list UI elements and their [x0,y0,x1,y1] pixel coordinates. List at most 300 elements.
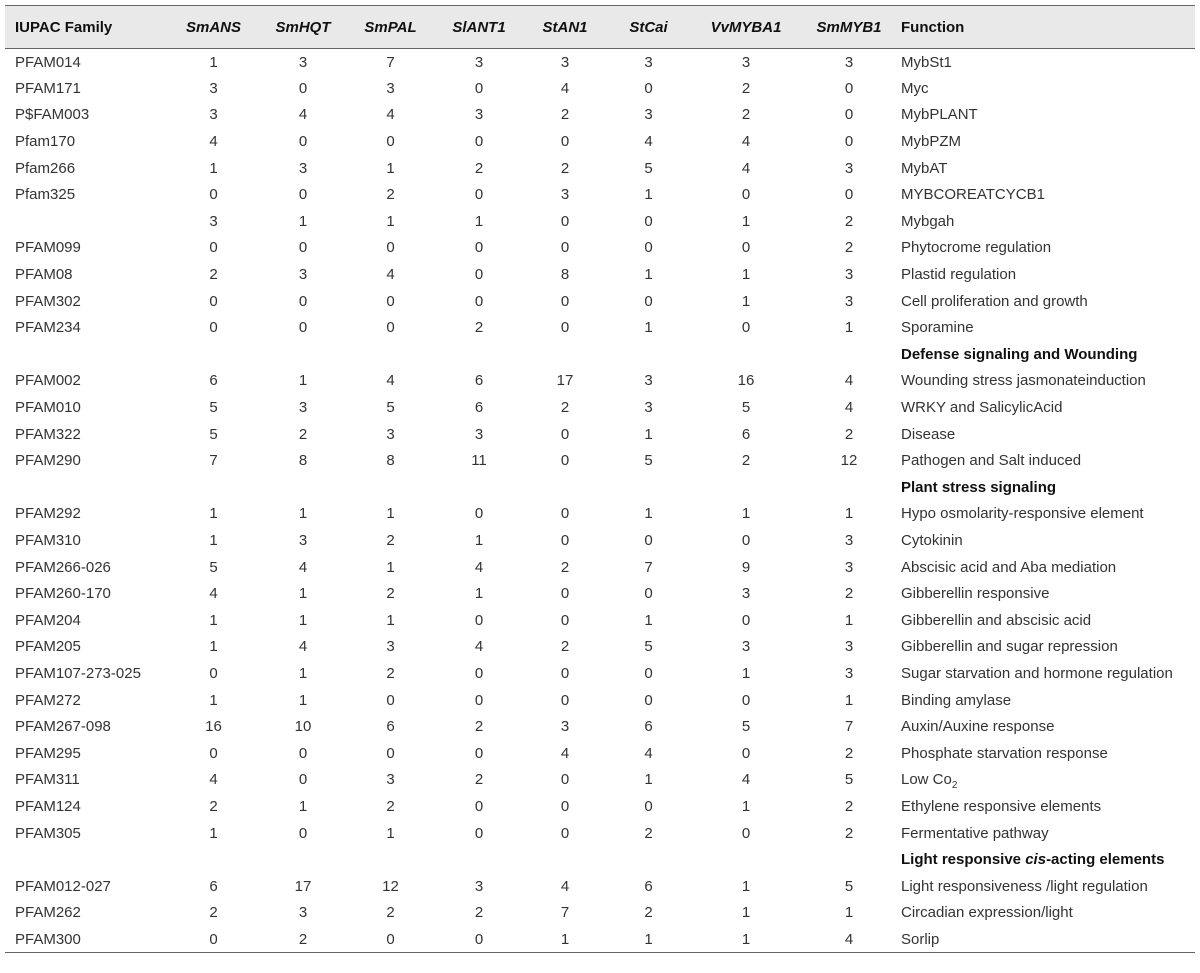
count-cell: 2 [844,744,854,762]
count-cell: 3 [298,904,308,922]
count-cell: 1 [741,292,751,310]
family-cell: PFAM310 [15,531,81,549]
count-cell: 0 [298,824,308,842]
function-cell [899,873,1195,900]
section-row [5,846,1195,873]
table-row [5,155,1195,182]
count-cell: 0 [349,926,432,953]
table-row [5,49,1195,76]
count-cell: 3 [844,558,854,576]
count-cell: 5 [209,558,218,576]
function-cell [899,447,1195,474]
header-row [5,6,1195,49]
function-text: Mybgah [901,212,955,230]
count-cell: 0 [474,266,484,284]
section-spacer [5,846,899,873]
count-cell: 1 [209,159,218,177]
count-cell: 6 [209,877,218,895]
count-cell: 3 [741,585,751,603]
count-cell: 0 [298,239,308,257]
count-cell: 3 [844,292,854,310]
count-cell: 2 [844,824,854,842]
function-cell [899,607,1195,634]
table-body [5,49,1195,953]
header-slant1: SlANT1 [432,6,526,49]
table-row [5,128,1195,155]
count-cell: 0 [209,186,218,204]
count-cell: 1 [209,531,218,549]
count-cell: 2 [644,824,653,842]
count-cell: 3 [741,53,751,71]
family-cell: Pfam266 [15,159,76,177]
function-cell [899,634,1195,661]
count-cell: 0 [644,239,653,257]
count-cell: 3 [386,79,395,97]
function-text: Sporamine [901,319,974,337]
count-cell: 0 [741,691,751,709]
count-cell: 3 [298,53,308,71]
count-cell: 1 [644,505,653,523]
count-cell: 2 [209,904,218,922]
count-cell: 6 [386,718,395,736]
count-cell: 3 [560,53,570,71]
count-cell: 1 [386,824,395,842]
section-heading-italic: cis [1025,851,1047,869]
section-row [5,474,1195,501]
count-cell: 4 [741,133,751,151]
function-text: Fermentative pathway [901,824,1049,842]
count-cell: 1 [844,691,854,709]
count-cell: 1 [298,664,308,682]
count-cell: 1 [298,585,308,603]
count-cell: 3 [644,399,653,417]
count-cell: 1 [386,159,395,177]
function-text: Gibberellin and sugar repression [901,638,1118,656]
count-cell: 0 [298,771,308,789]
function-cell [899,155,1195,182]
count-cell: 0 [560,611,570,629]
count-cell: 6 [474,372,484,390]
count-cell: 1 [693,926,799,953]
function-cell [899,368,1195,395]
count-cell: 3 [844,638,854,656]
count-cell: 0 [298,744,308,762]
count-cell: 5 [741,718,751,736]
count-cell: 1 [298,797,308,815]
count-cell: 3 [209,106,218,124]
count-cell: 12 [382,877,399,895]
count-cell: 2 [741,452,751,470]
count-cell: 2 [474,319,484,337]
family-cell: PFAM266-026 [15,558,111,576]
count-cell: 0 [741,186,751,204]
count-cell: 5 [644,452,653,470]
count-cell: 0 [209,744,218,762]
table-row [5,793,1195,820]
count-cell: 0 [560,133,570,151]
family-cell: PFAM262 [15,904,81,922]
family-cell: Pfam325 [15,186,76,204]
count-cell: 1 [741,797,751,815]
function-text: MybAT [901,159,948,177]
count-cell: 0 [644,797,653,815]
count-cell: 1 [844,904,854,922]
count-cell: 3 [560,186,570,204]
count-cell: 0 [560,452,570,470]
count-cell: 1 [644,319,653,337]
count-cell: 0 [560,292,570,310]
count-cell: 3 [741,638,751,656]
count-cell: 2 [386,904,395,922]
table-row [5,527,1195,554]
function-text: Low Co [901,771,952,789]
count-cell: 2 [386,531,395,549]
table-row [5,713,1195,740]
count-cell: 1 [741,664,751,682]
family-cell: PFAM107-273-025 [15,664,141,682]
count-cell: 1 [844,611,854,629]
count-cell: 3 [386,771,395,789]
count-cell: 2 [844,212,854,230]
family-cell [5,208,170,235]
function-cell [899,128,1195,155]
count-cell: 3 [560,718,570,736]
count-cell: 0 [560,771,570,789]
count-cell: 1 [741,266,751,284]
count-cell: 0 [298,292,308,310]
count-cell: 3 [844,664,854,682]
function-text: Disease [901,425,956,443]
function-text: Auxin/Auxine response [901,718,1055,736]
family-cell: PFAM300 [5,926,170,953]
function-text: MybPZM [901,133,961,151]
function-text: Phytocrome regulation [901,239,1052,257]
function-cell [899,501,1195,528]
count-cell: 0 [560,531,570,549]
function-cell [899,261,1195,288]
count-cell: 4 [298,106,308,124]
function-cell [899,181,1195,208]
count-cell: 1 [386,611,395,629]
header-vvmyba1: VvMYBA1 [693,6,799,49]
count-cell: 7 [644,558,653,576]
count-cell: 1 [209,638,218,656]
count-cell: 2 [209,797,218,815]
table-row [5,181,1195,208]
count-cell: 8 [298,452,308,470]
count-cell: 4 [560,877,570,895]
count-cell: 6 [644,718,653,736]
function-text: Plastid regulation [901,266,1017,284]
count-cell: 6 [474,399,484,417]
section-heading [899,846,1195,873]
count-cell: 3 [209,212,218,230]
family-cell: PFAM295 [15,744,81,762]
count-cell: 5 [644,638,653,656]
count-cell: 3 [644,372,653,390]
table-row [5,767,1195,794]
family-cell: PFAM272 [15,691,81,709]
count-cell: 4 [386,106,395,124]
count-cell: 1 [298,505,308,523]
count-cell: 1 [386,505,395,523]
count-cell: 2 [209,266,218,284]
count-cell: 0 [560,824,570,842]
function-text: Ethylene responsive elements [901,797,1102,815]
table-header [5,6,1195,49]
table-row [5,501,1195,528]
count-cell: 2 [386,797,395,815]
count-cell: 0 [844,106,854,124]
count-cell: 2 [560,159,570,177]
count-cell: 0 [741,239,751,257]
family-cell: PFAM124 [15,797,81,815]
function-text: Gibberellin and abscisic acid [901,611,1092,629]
section-heading-text: Defense signaling and Wounding [901,345,1138,363]
count-cell: 5 [209,399,218,417]
table-row [5,900,1195,927]
count-cell: 2 [474,159,484,177]
count-cell: 3 [844,531,854,549]
table-row [5,75,1195,102]
count-cell: 1 [604,926,693,953]
count-cell: 7 [844,718,854,736]
count-cell: 5 [844,771,854,789]
count-cell: 3 [644,53,653,71]
count-cell: 0 [741,531,751,549]
function-text: Light responsiveness /light regulation [901,877,1148,895]
table-row [5,580,1195,607]
count-cell: 0 [560,239,570,257]
family-cell: PFAM234 [15,319,81,337]
function-cell [899,660,1195,687]
count-cell: 10 [294,718,312,736]
count-cell: 0 [474,744,484,762]
function-cell [899,288,1195,315]
function-text: MYBCOREATCYCB1 [901,186,1045,204]
function-cell [899,740,1195,767]
table-row [5,314,1195,341]
function-text: Cytokinin [901,531,963,549]
count-cell: 0 [432,926,526,953]
count-cell: 0 [209,292,218,310]
count-cell: 0 [298,79,308,97]
count-cell: 3 [474,877,484,895]
header-smhqt: SmHQT [257,6,349,49]
count-cell: 4 [474,558,484,576]
family-cell: PFAM205 [15,638,81,656]
count-cell: 16 [205,718,222,736]
count-cell: 4 [644,133,653,151]
count-cell: 2 [257,926,349,953]
table-row [5,102,1195,129]
function-cell [899,102,1195,129]
count-cell: 1 [644,771,653,789]
function-text: MybSt1 [901,53,952,71]
table-row [5,820,1195,847]
function-cell [899,713,1195,740]
count-cell: 0 [474,186,484,204]
section-heading-tail: -acting elements [1046,851,1165,869]
count-cell: 2 [560,638,570,656]
function-text: Pathogen and Salt induced [901,452,1082,470]
count-cell: 1 [526,926,604,953]
family-cell: PFAM002 [15,372,81,390]
count-cell: 9 [741,558,751,576]
family-cell: PFAM010 [15,399,81,417]
count-cell: 0 [386,744,395,762]
function-text: Circadian expression/light [901,904,1073,922]
count-cell: 4 [741,771,751,789]
table-row [5,368,1195,395]
count-cell: 17 [294,877,312,895]
count-cell: 0 [474,611,484,629]
count-cell: 11 [471,452,487,470]
function-text: Hypo osmolarity-responsive element [901,505,1144,523]
count-cell: 2 [298,425,308,443]
section-heading-text: Plant stress signaling [901,478,1057,496]
table-row [5,261,1195,288]
family-cell: PFAM267-098 [15,718,111,736]
count-cell: 4 [209,771,218,789]
function-cell [899,49,1195,76]
count-cell: 2 [844,239,854,257]
table-container [5,5,1195,953]
count-cell: 2 [844,425,854,443]
count-cell: 4 [298,638,308,656]
count-cell: 0 [844,186,854,204]
family-cell: PFAM171 [15,79,81,97]
function-cell [899,926,1195,953]
count-cell: 0 [560,212,570,230]
function-subscript: 2 [951,780,958,792]
count-cell: 0 [741,611,751,629]
count-cell: 4 [386,266,395,284]
count-cell: 3 [209,79,218,97]
count-cell: 1 [209,611,218,629]
function-text: Phosphate starvation response [901,744,1108,762]
family-cell: PFAM322 [15,425,81,443]
count-cell: 1 [298,212,308,230]
count-cell: 6 [741,425,751,443]
count-cell: 2 [386,186,395,204]
count-cell: 1 [209,824,218,842]
function-cell [899,235,1195,262]
count-cell: 8 [560,266,570,284]
count-cell: 1 [386,558,395,576]
family-cell: PFAM012-027 [15,877,111,895]
count-cell: 3 [474,53,484,71]
count-cell: 0 [644,531,653,549]
header-function: Function [899,6,1195,49]
table-row [5,235,1195,262]
count-cell: 5 [844,877,854,895]
function-text: MybPLANT [901,106,978,124]
count-cell: 0 [474,691,484,709]
count-cell: 7 [560,904,570,922]
count-cell: 0 [474,292,484,310]
family-cell: Pfam170 [15,133,76,151]
function-cell [899,394,1195,421]
count-cell: 1 [298,691,308,709]
count-cell: 3 [844,159,854,177]
header-stcai: StCai [604,6,693,49]
count-cell: 5 [209,425,218,443]
count-cell: 3 [386,638,395,656]
function-text: Gibberellin responsive [901,585,1050,603]
count-cell: 0 [741,824,751,842]
family-cell: PFAM260-170 [15,585,111,603]
section-heading [899,474,1195,501]
count-cell: 0 [170,926,257,953]
function-cell [899,554,1195,581]
family-cell: PFAM08 [15,266,73,284]
count-cell: 0 [741,319,751,337]
count-cell: 0 [386,133,395,151]
count-cell: 0 [474,824,484,842]
count-cell: 0 [844,79,854,97]
function-cell [899,687,1195,714]
count-cell: 6 [644,877,653,895]
family-cell: PFAM305 [15,824,81,842]
count-cell: 1 [209,53,218,71]
count-cell: 3 [298,266,308,284]
function-cell [899,75,1195,102]
header-stan1: StAN1 [526,6,604,49]
function-text: Binding amylase [901,691,1012,709]
count-cell: 6 [209,372,218,390]
count-cell: 0 [298,186,308,204]
count-cell: 0 [386,319,395,337]
function-text: Sorlip [901,930,940,948]
count-cell: 3 [298,399,308,417]
count-cell: 0 [386,292,395,310]
count-cell: 3 [298,159,308,177]
count-cell: 0 [560,319,570,337]
family-cell: PFAM290 [15,452,81,470]
count-cell: 0 [644,691,653,709]
table-row [5,447,1195,474]
table-row [5,926,1195,953]
count-cell: 1 [844,505,854,523]
count-cell: 5 [386,399,395,417]
count-cell: 2 [474,771,484,789]
count-cell: 1 [741,904,751,922]
count-cell: 3 [644,106,653,124]
count-cell: 0 [474,79,484,97]
count-cell: 4 [298,558,308,576]
count-cell: 1 [741,212,751,230]
count-cell: 1 [209,505,218,523]
count-cell: 0 [474,505,484,523]
family-cell: PFAM311 [15,771,80,789]
count-cell: 4 [560,79,570,97]
count-cell: 1 [474,585,484,603]
count-cell: 8 [386,452,395,470]
count-cell: 0 [560,664,570,682]
count-cell: 1 [644,186,653,204]
count-cell: 0 [474,797,484,815]
count-cell: 4 [844,372,854,390]
count-cell: 1 [644,611,653,629]
family-cell: P$FAM003 [15,106,90,124]
function-text: WRKY and SalicylicAcid [901,399,1063,417]
function-cell [899,208,1195,235]
table-row [5,208,1195,235]
table-row [5,288,1195,315]
table-row [5,421,1195,448]
count-cell: 1 [209,691,218,709]
